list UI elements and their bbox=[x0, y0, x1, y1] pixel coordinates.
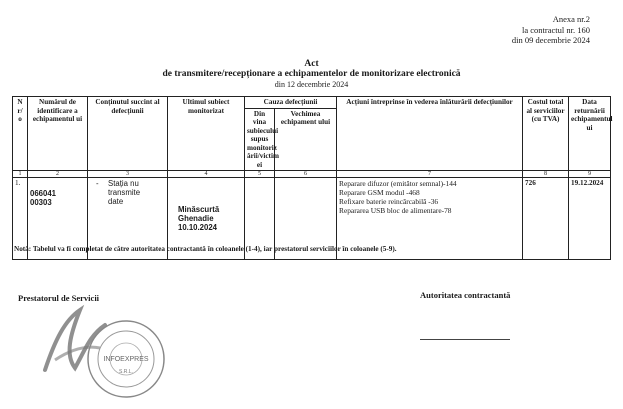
col-number: 9 bbox=[569, 171, 611, 178]
equipment-id-part1: 066041 bbox=[30, 189, 57, 198]
col-number: 7 bbox=[337, 171, 523, 178]
defects-table bbox=[12, 96, 611, 260]
col-number: 8 bbox=[523, 171, 569, 178]
header-actions: Acțiuni întreprinse în vederea înlăturării defecțiunilor bbox=[337, 97, 523, 171]
action-item: Repararea USB bloc de alimentare-78 bbox=[339, 206, 452, 215]
col-number: 6 bbox=[275, 171, 337, 178]
annex-header bbox=[512, 14, 590, 46]
table-note: Notă: Tabelul va fi completat de către autoritatea contractantă în coloanele (1-4), iar prestatorul serviciilor în coloanele (5-9). bbox=[14, 245, 397, 253]
subject-name: Minăscurtă Ghenadie bbox=[178, 205, 220, 223]
column-number-row bbox=[13, 171, 611, 178]
equipment-id-part2: 00303 bbox=[30, 198, 52, 207]
row-nr: 1. bbox=[13, 178, 28, 260]
action-item: Refixare baterie reincărcabilă -36 bbox=[339, 197, 439, 206]
authority-signature-line bbox=[420, 339, 510, 340]
header-cause-fault: Din vina subiecului supus monitoriz ării/victim ei bbox=[245, 108, 275, 171]
provider-signature-label: Prestatorul de Servicii bbox=[18, 293, 100, 303]
document-subtitle: de transmitere/recepționare a echipamentelor de monitorizare electronică bbox=[162, 69, 461, 79]
document-date: din 12 decembrie 2024 bbox=[274, 80, 349, 89]
document-title: Act bbox=[304, 59, 319, 69]
annex-number: Anexa nr.2 bbox=[552, 14, 590, 24]
header-cause-age: Vechimea echipament ului bbox=[275, 108, 337, 171]
header-last-subject: Ultimul subiect monitorizat bbox=[168, 97, 245, 171]
stamp-name: INFOEXPRES bbox=[103, 356, 149, 363]
action-item: Reparare GSM modul -468 bbox=[339, 188, 420, 197]
col-number: 5 bbox=[245, 171, 275, 178]
contract-number: la contractul nr. 160 bbox=[522, 24, 590, 35]
col-number: 3 bbox=[88, 171, 168, 178]
company-stamp bbox=[85, 318, 167, 400]
action-item: Reparare difuzor (emitător semnal)-144 bbox=[339, 179, 457, 188]
return-date: 19.12.2024 bbox=[569, 178, 611, 260]
col-number: 4 bbox=[168, 171, 245, 178]
total-cost: 726 bbox=[523, 178, 569, 260]
col-number: 2 bbox=[28, 171, 88, 178]
header-id: Numărul de identificare a echipamentul ui bbox=[28, 97, 88, 171]
stamp-suffix: S.R.L. bbox=[119, 369, 133, 375]
header-content: Conținutul succint al defecțiunii bbox=[88, 97, 168, 171]
table-header-row bbox=[13, 97, 611, 109]
header-return-date: Data returnării echipamentul ui bbox=[569, 97, 611, 171]
contract-date: din 09 decembrie 2024 bbox=[511, 35, 590, 45]
header-nr: N r/ o bbox=[13, 97, 28, 171]
subject-date: 10.10.2024 bbox=[178, 223, 218, 232]
header-cost: Costul total al serviciilor (cu TVA) bbox=[523, 97, 569, 171]
defect-content: - Stația nu transmite date bbox=[88, 178, 168, 260]
col-number: 1 bbox=[13, 171, 28, 178]
header-cause: Cauza defecțiunii bbox=[245, 97, 337, 109]
defect-description: Stația nu transmite date bbox=[108, 179, 141, 206]
authority-signature-label: Autoritatea contractantă bbox=[420, 290, 511, 300]
